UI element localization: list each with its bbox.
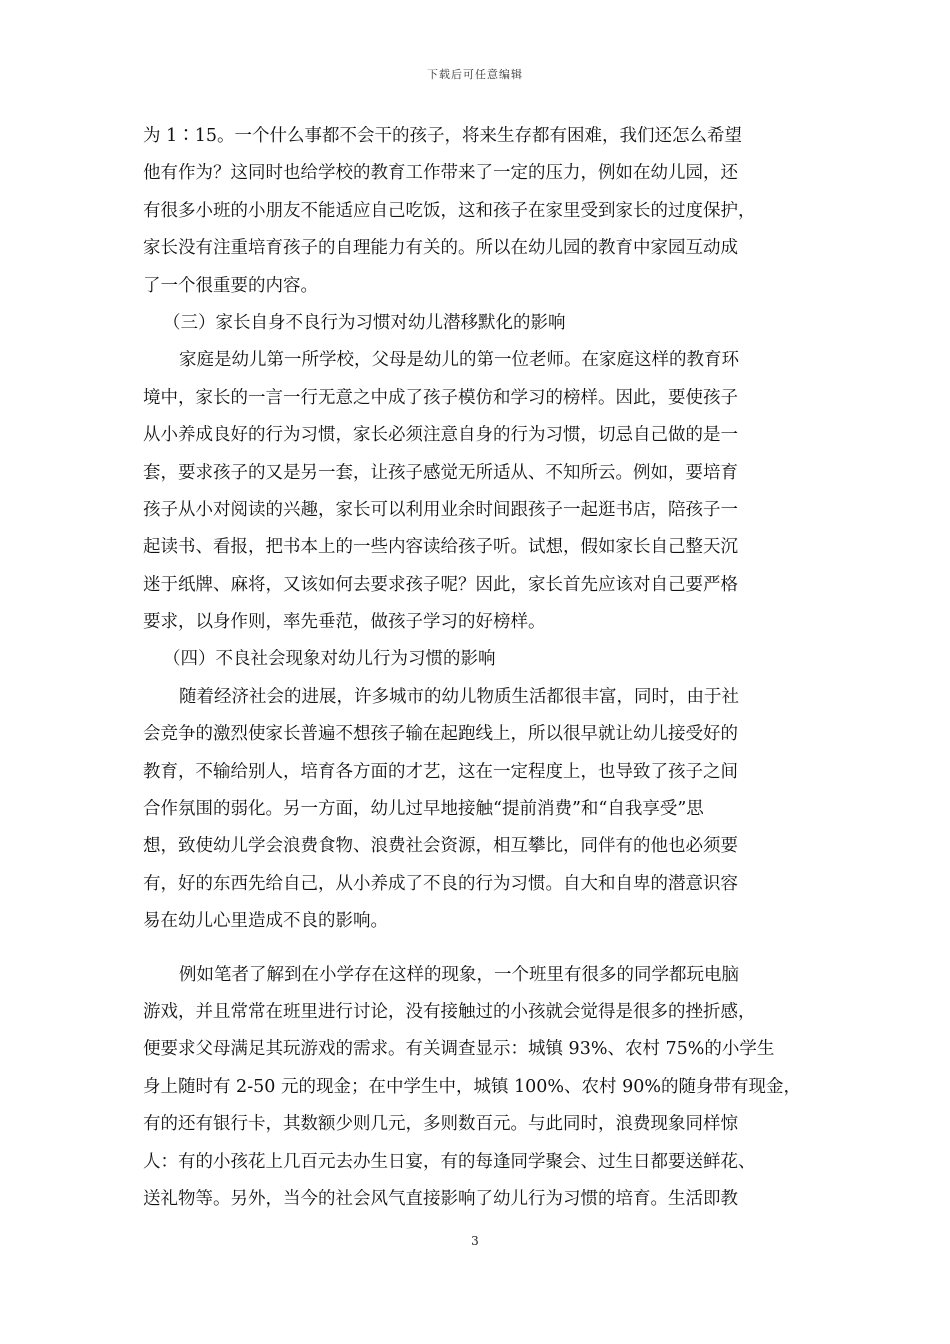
text-line: 随着经济社会的进展，许多城市的幼儿物质生活都很丰富，同时，由于社 xyxy=(179,686,739,707)
text-line: 境中，家长的一言一行无意之中成了孩子模仿和学习的榜样。因此，要使孩子 xyxy=(143,387,738,408)
paragraph xyxy=(143,957,809,1219)
section-heading: （四）不良社会现象对幼儿行为习惯的影响 xyxy=(163,649,496,670)
text-line: 身上随时有 2-50 元的现金；在中学生中，城镇 100%、农村 90%的随身带有现金， xyxy=(143,1076,801,1097)
text-line: 从小养成良好的行为习惯，家长必须注意自身的行为习惯，切忌自己做的是一 xyxy=(143,425,738,446)
text-line: 会竞争的激烈使家长普遍不想孩子输在起跑线上，所以很早就让幼儿接受好的 xyxy=(143,724,738,745)
text-line: 易在幼儿心里造成不良的影响。 xyxy=(143,911,388,932)
text-line: 例如笔者了解到在小学存在这样的现象，一个班里有很多的同学都玩电脑 xyxy=(179,964,739,985)
text-line: 了一个很重要的内容。 xyxy=(143,275,318,296)
paragraph xyxy=(143,679,809,941)
section-heading: （三）家长自身不良行为习惯对幼儿潜移默化的影响 xyxy=(163,312,566,333)
text-line: 有，好的东西先给自己，从小养成了不良的行为习惯。自大和自卑的潜意识容 xyxy=(143,873,738,894)
text-line: 游戏，并且常常在班里进行讨论，没有接触过的小孩就会觉得是很多的挫折感， xyxy=(143,1001,756,1022)
page-number: 3 xyxy=(471,1234,479,1248)
text-line: 迷于纸牌、麻将，又该如何去要求孩子呢？因此，家长首先应该对自己要严格 xyxy=(143,574,738,595)
text-line: 想，致使幼儿学会浪费食物、浪费社会资源，相互攀比，同伴有的他也必须要 xyxy=(143,836,738,857)
text-line: 为 1∶15。一个什么事都不会干的孩子，将来生存都有困难，我们还怎么希望 xyxy=(143,126,742,146)
text-line: 他有作为？这同时也给学校的教育工作带来了一定的压力，例如在幼儿园，还 xyxy=(143,163,738,184)
text-line: 家长没有注重培育孩子的自理能力有关的。所以在幼儿园的教育中家园互动成 xyxy=(143,238,738,259)
paragraph xyxy=(143,342,809,641)
text-line: 人：有的小孩花上几百元去办生日宴，有的每逢同学聚会、过生日都要送鲜花、 xyxy=(143,1151,756,1172)
text-line: 起读书、看报，把书本上的一些内容读给孩子听。试想，假如家长自己整天沉 xyxy=(143,537,738,558)
text-line: 教育，不输给别人，培育各方面的才艺，这在一定程度上，也导致了孩子之间 xyxy=(143,761,738,782)
page-header: 下载后可任意编辑 xyxy=(427,68,523,81)
text-line: 孩子从小对阅读的兴趣，家长可以利用业余时间跟孩子一起逛书店，陪孩子一 xyxy=(143,499,738,520)
body-text xyxy=(143,118,809,1218)
text-line: 要求，以身作则，率先垂范，做孩子学习的好榜样。 xyxy=(143,612,546,633)
paragraph-continuation xyxy=(143,118,809,305)
text-line: 便要求父母满足其玩游戏的需求。有关调查显示：城镇 93%、农村 75%的小学生 xyxy=(143,1039,775,1060)
text-line: 送礼物等。另外，当今的社会风气直接影响了幼儿行为习惯的培育。生活即教 xyxy=(143,1188,738,1209)
text-line: 有的还有银行卡，其数额少则几元，多则数百元。与此同时，浪费现象同样惊 xyxy=(143,1114,738,1135)
text-line: 有很多小班的小朋友不能适应自己吃饭，这和孩子在家里受到家长的过度保护， xyxy=(143,200,756,221)
paragraph-gap xyxy=(143,941,809,957)
text-line: 家庭是幼儿第一所学校，父母是幼儿的第一位老师。在家庭这样的教育环 xyxy=(179,350,739,371)
text-line: 合作氛围的弱化。另一方面，幼儿过早地接触“提前消费”和“自我享受”思 xyxy=(143,799,704,820)
text-line: 套，要求孩子的又是另一套，让孩子感觉无所适从、不知所云。例如，要培育 xyxy=(143,462,738,483)
